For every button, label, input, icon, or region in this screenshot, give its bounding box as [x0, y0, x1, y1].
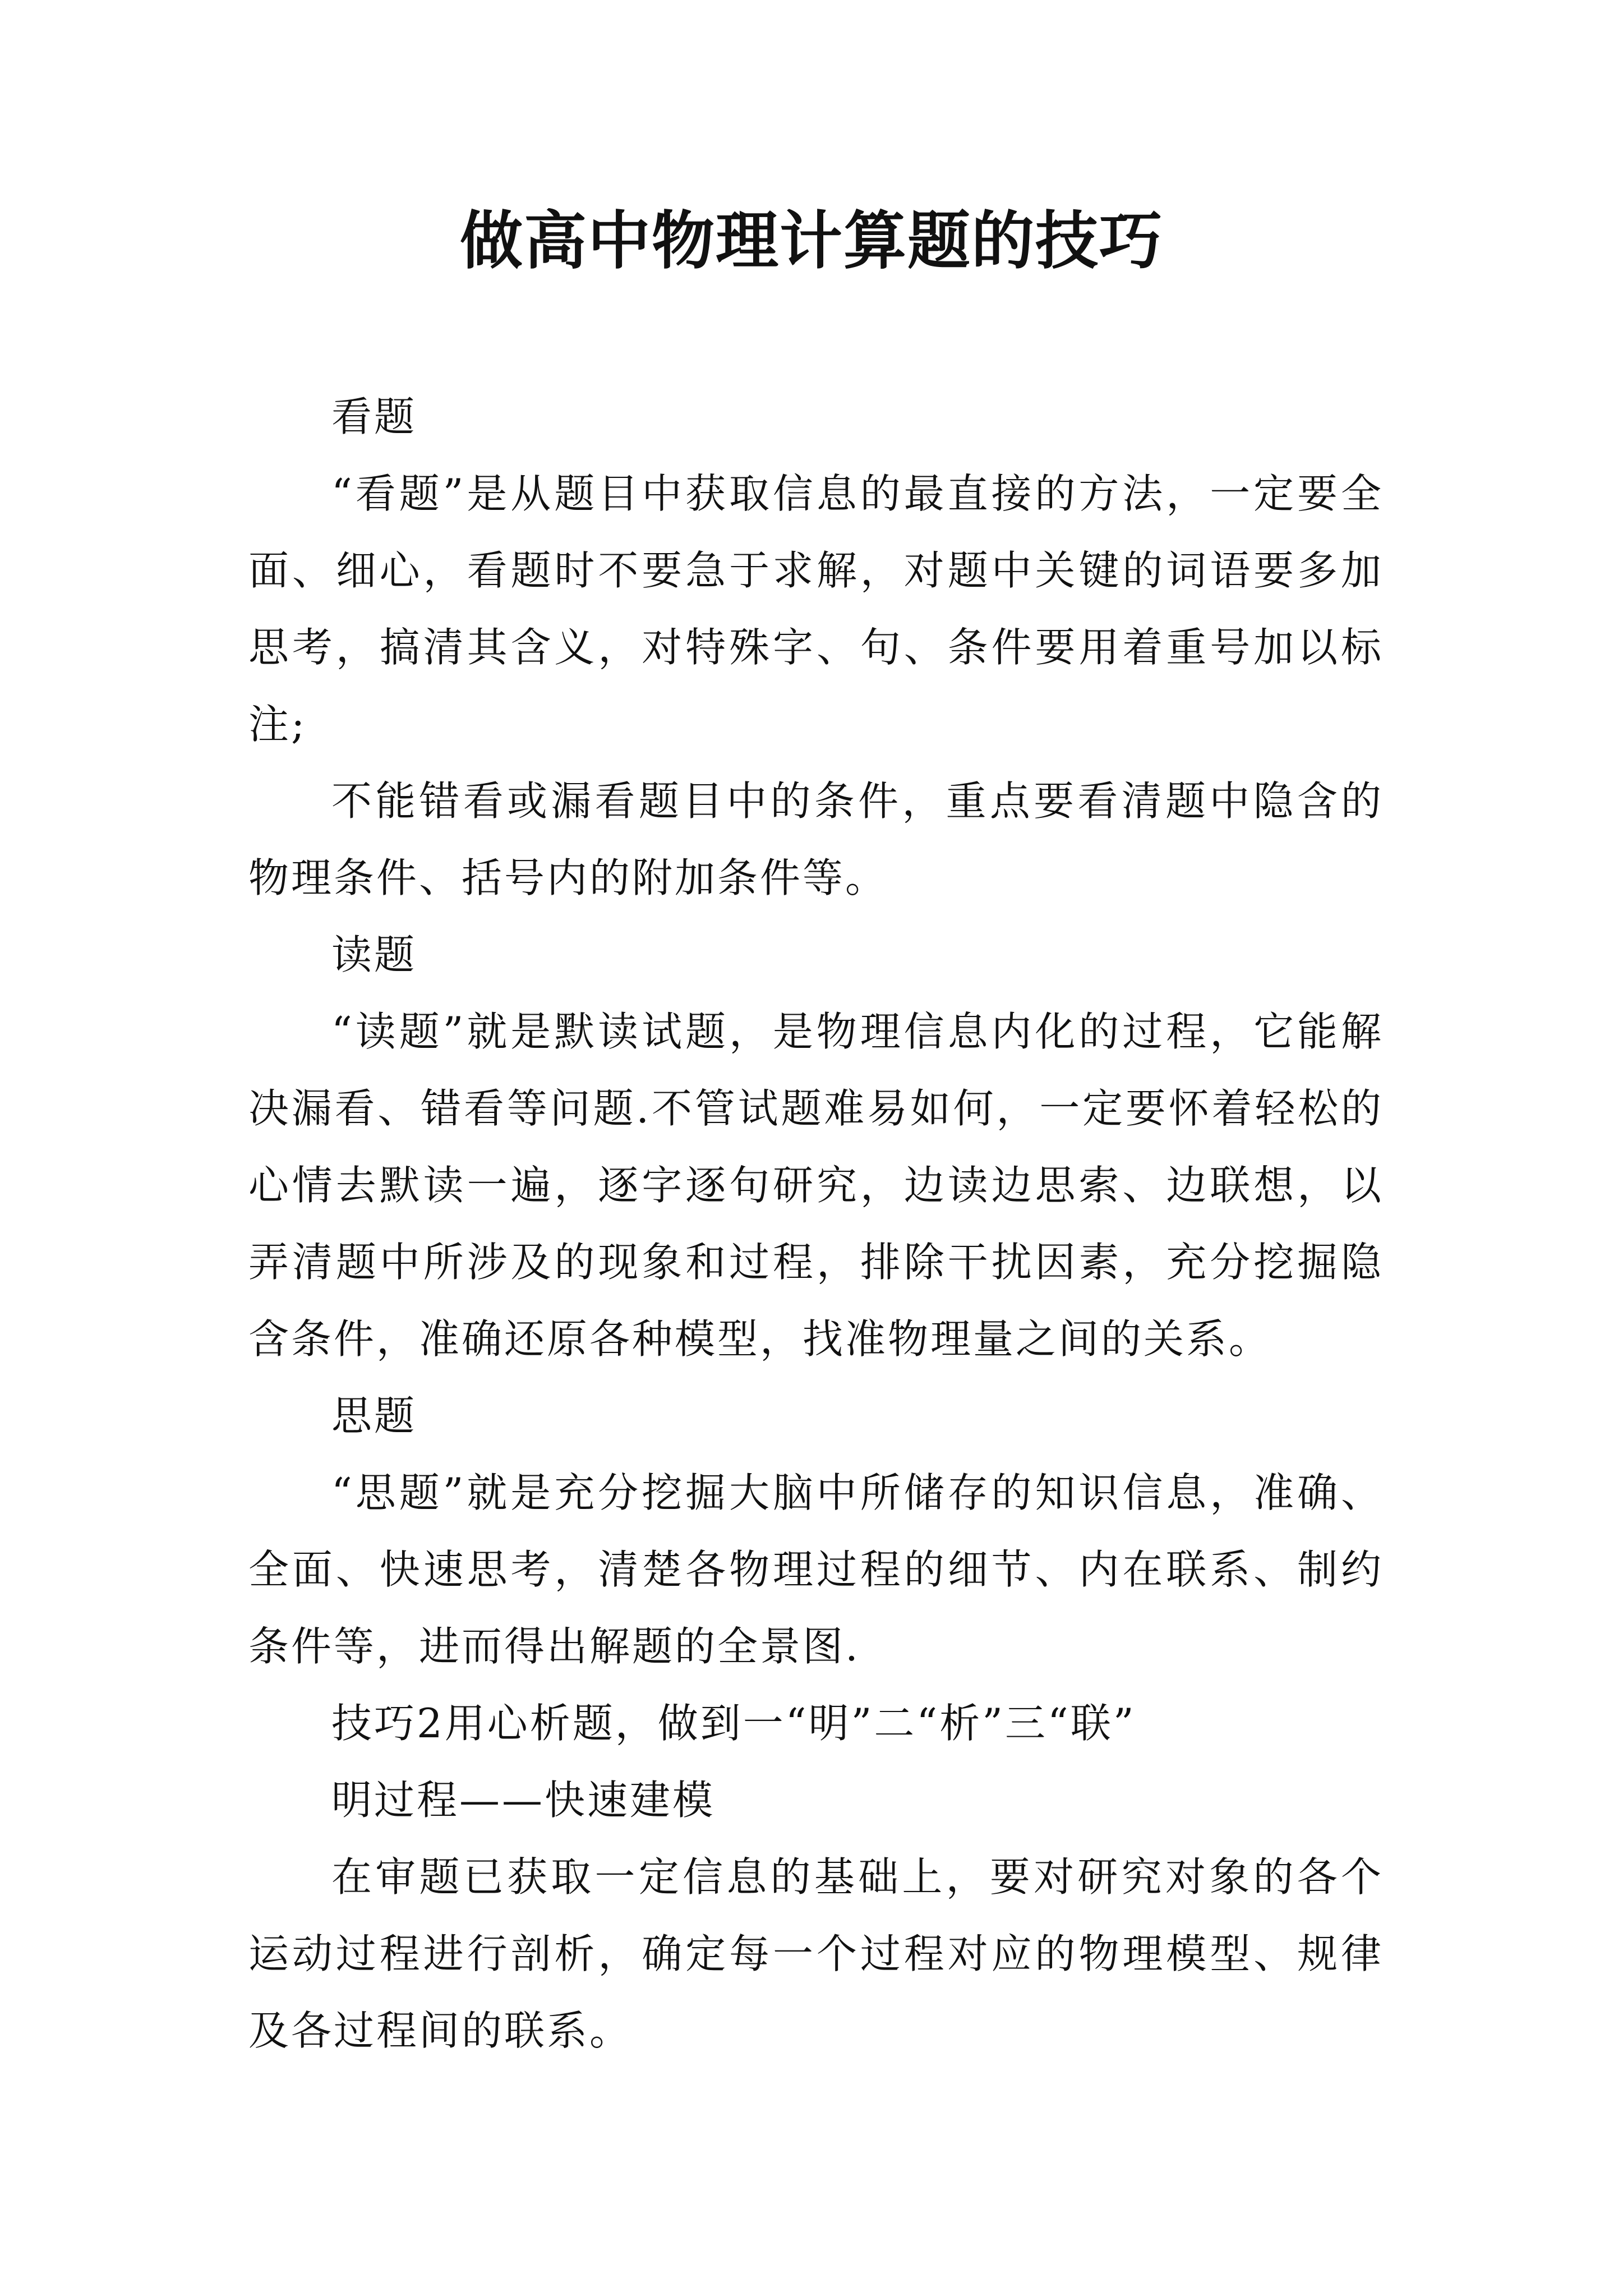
- document-body: [248, 379, 1384, 2069]
- section-heading-kanti: 看题: [331, 393, 417, 440]
- paragraph-kanti-conditions: 不能错看或漏看题目中的条件，重点要看清题中隐含的物理条件、括号内的附加条件等。: [248, 777, 1384, 901]
- subheading-process-modeling: 明过程——快速建模: [331, 1777, 716, 1824]
- section-heading-siti: 思题: [331, 1392, 417, 1439]
- section-heading-technique-2: 技巧2用心析题，做到一“明”二“析”三“联”: [331, 1700, 1136, 1747]
- section-heading-duti: 读题: [331, 931, 417, 978]
- paragraph-kanti-description: “看题”是从题目中获取信息的最直接的方法，一定要全面、细心，看题时不要急于求解，对题中关键的词语要多加思考，搞清其含义，对特殊字、句、条件要用着重号加以标注;: [248, 470, 1384, 748]
- paragraph-siti-description: “思题”就是充分挖掘大脑中所储存的知识信息，准确、全面、快速思考，清楚各物理过程的细节、内在联系、制约条件等，进而得出解题的全景图.: [248, 1469, 1384, 1670]
- document-title: 做高中物理计算题的技巧: [460, 204, 1163, 278]
- paragraph-process-analysis: 在审题已获取一定信息的基础上，要对研究对象的各个运动过程进行剖析，确定每一个过程对应的物理模型、规律及各过程间的联系。: [248, 1853, 1384, 2054]
- paragraph-duti-description: “读题”就是默读试题，是物理信息内化的过程，它能解决漏看、错看等问题.不管试题难易如何，一定要怀着轻松的心情去默读一遍，逐字逐句研究，边读边思索、边联想，以弄清题中所涉及的现象和过程，排除干扰因素，充分挖掘隐含条件，准确还原各种模型，找准物理量之间的关系。: [248, 1008, 1384, 1363]
